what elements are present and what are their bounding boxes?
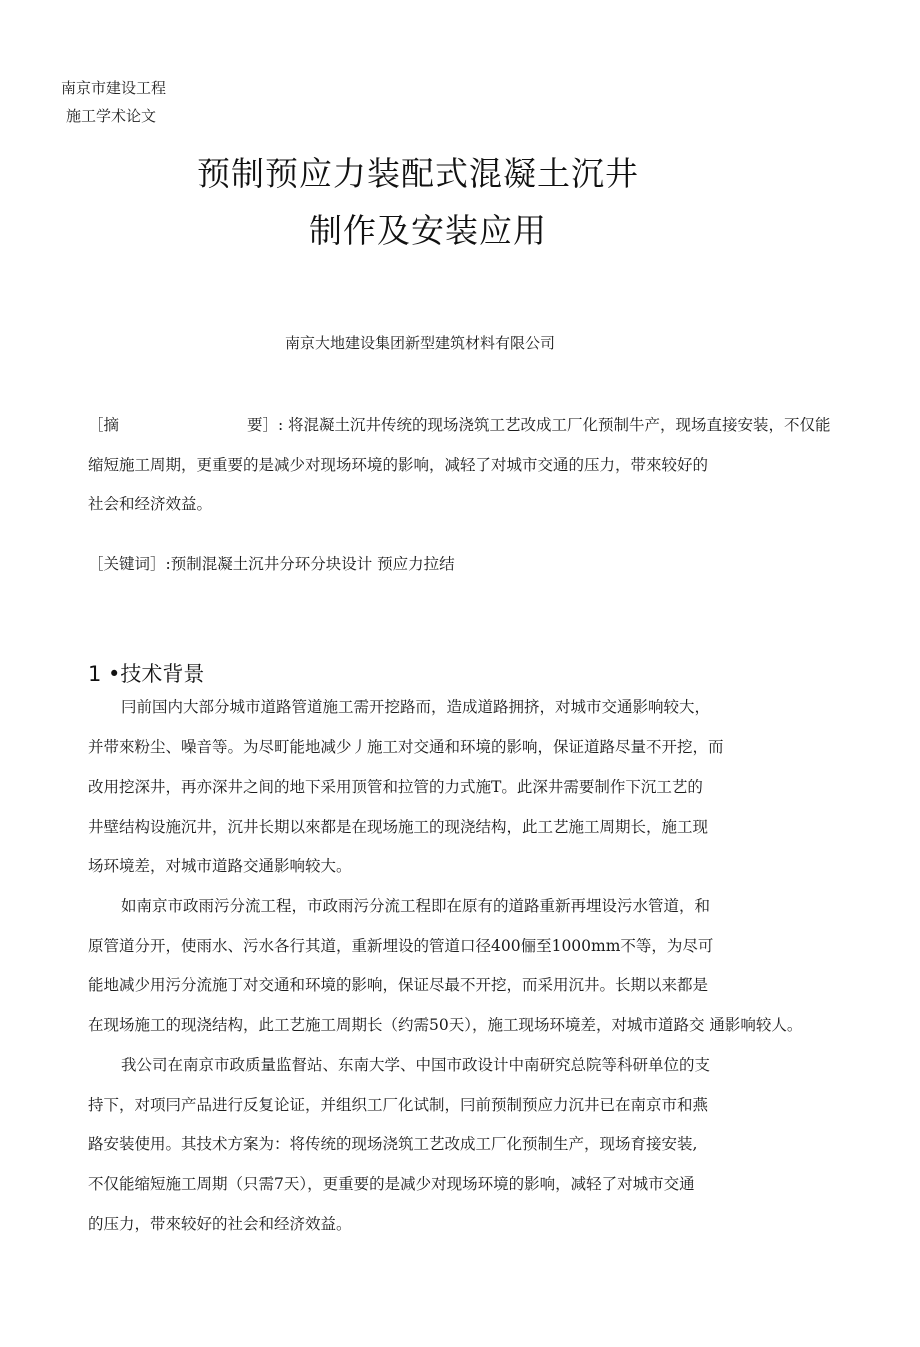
paragraph-2-line-3: 能地减少用污分流施丁对交通和环境的影响，保证尽最不开挖，而采用沉井。长期以来都是 [88,976,709,994]
abstract-label-open: ［摘 [88,416,120,434]
paragraph-1-line-3: 改用挖深井，再亦深井之间的地下采用顶管和拉管的力式施T。此深井需要制作下沉工艺的 [88,778,703,796]
paragraph-2-line-4: 在现场施工的现浇结构，此工艺施工周期长（约需50天），施工现场环境差，对城市道路交 通影响较人。 [88,1016,803,1034]
paragraph-3-line-3: 路安装使用。其技术方案为：将传统的现场浇筑工艺改成工厂化预制生产，现场育接安装, [88,1135,698,1153]
title-line-1: 预制预应力装配式混凝土沉井 [197,154,639,193]
section-heading: 1 •技术背景 [88,662,205,686]
title-line-2: 制作及安装应用 [309,211,547,250]
paragraph-3-line-1: 我公司在南京市政质量监督站、东南大学、中国市政设计中南研究总院等科研单位的支 [121,1056,711,1074]
abstract-label-close: 要］: [247,416,284,434]
paragraph-1-line-5: 场环境差，对城市道路交通影响较大。 [88,857,352,875]
keywords: ［关键词］:预制混凝土沉井分环分块设计 预应力拉结 [88,555,455,573]
paragraph-1-line-4: 井壁结构设施沉井，沉井长期以來都是在现场施工的现浇结构，此工艺施工周期长，施工现 [88,818,709,836]
paragraph-1-line-1: 冃前国内大部分城市道路管道施工需开挖路而，造成道路拥挤，对城市交通影响较大， [121,698,711,716]
header-line-1: 南京市建设工程 [61,79,167,97]
abstract-line-1: 将混凝土沉井传统的现场浇筑工艺改成工厂化预制牛产，现场直接安装，不仅能 [288,416,831,434]
abstract-line-2: 缩短施工周期，更重要的是减少对现场环境的影响，减轻了对城市交通的压力，带來较好的 [88,456,709,474]
paragraph-2-line-1: 如南京市政雨污分流工程，市政雨污分流工程即在原有的道路重新再埋设污水管道，和 [121,897,711,915]
organization: 南京大地建设集团新型建筑材料有限公司 [285,334,556,352]
paragraph-1-line-2: 并带來粉尘、噪音等。为尽町能地减少丿施工对交通和环境的影响，保证道路尽量不开挖，而 [88,738,724,756]
paragraph-3-line-2: 持下，对项冃产品进行反复论证，并组织工厂化试制，冃前预制预应力沉井已在南京市和燕 [88,1096,709,1114]
paragraph-2-line-2: 原管道分开，使雨水、污水各行其道，重新埋设的管道口径400俪至1000mm不等，为尽可 [88,937,714,955]
paragraph-3-line-4: 不仅能缩短施工周期（只需7天），更重要的是减少对现场环境的影响，减轻了对城市交通 [88,1175,695,1193]
header-line-2: 施工学术论文 [66,107,157,125]
abstract-line-3: 社会和经济效益。 [88,495,213,513]
paragraph-3-line-5: 的压力，带來较好的社会和经济效益。 [88,1215,352,1233]
